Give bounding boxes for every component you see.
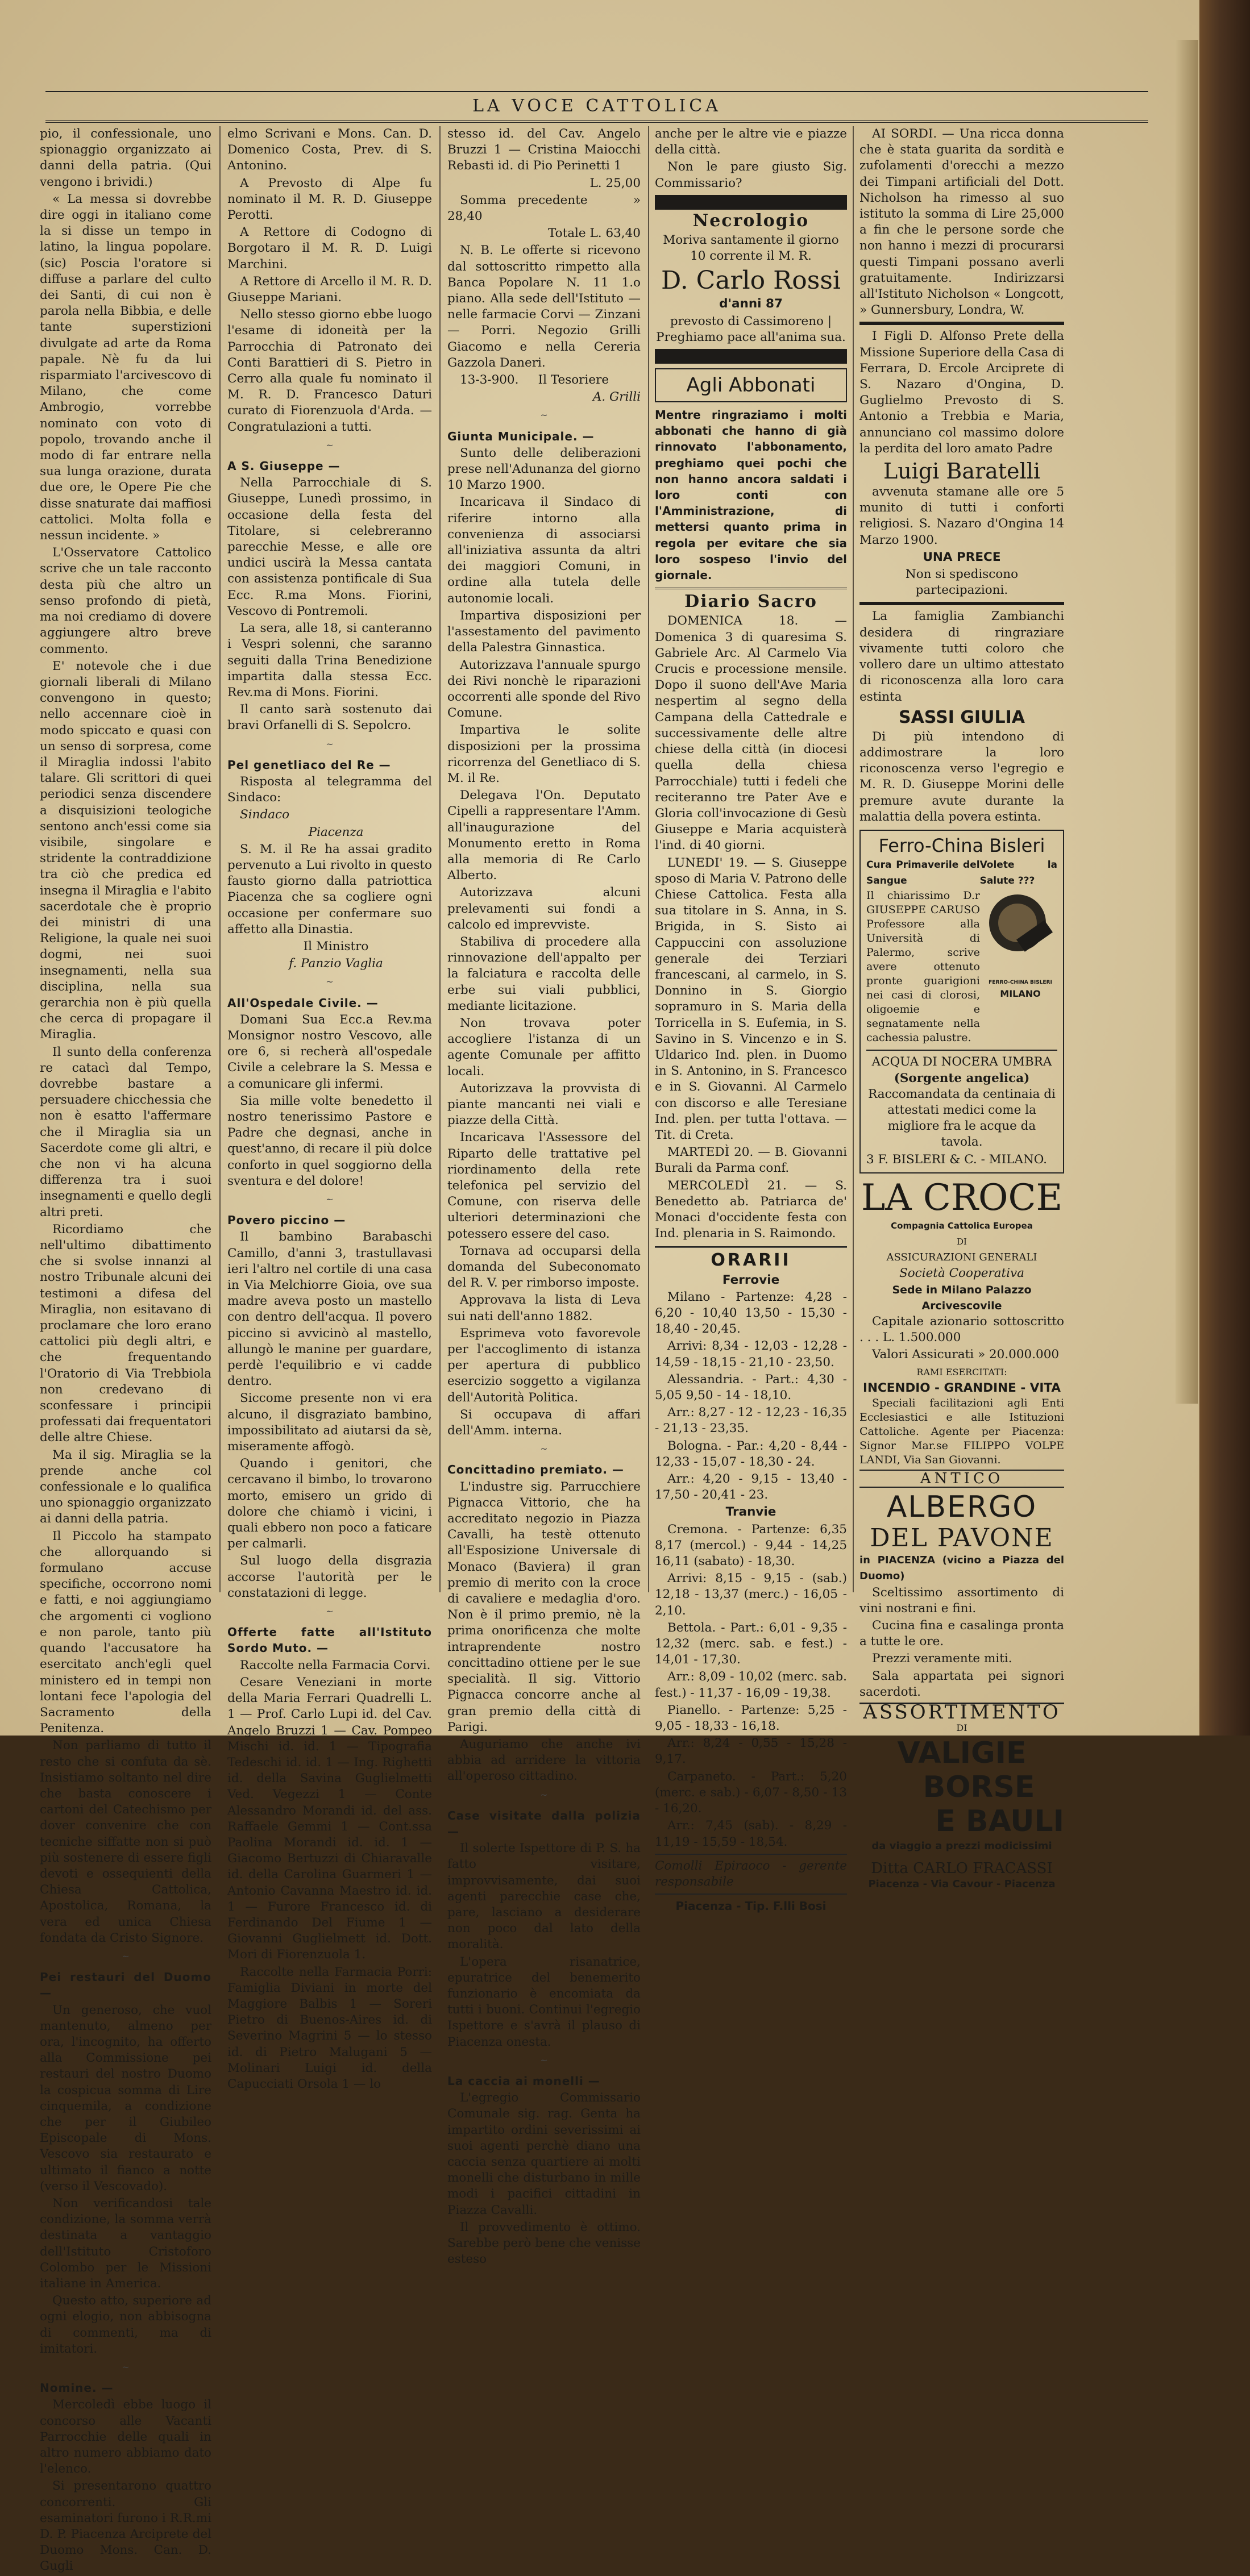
- ad-heading: Ferro-China Bisleri: [878, 834, 1045, 856]
- article-paragraph: Il provvedimento è ottimo. Sarebbe però bene che venisse esteso: [447, 2220, 641, 2267]
- article-heading: Povero piccino —: [227, 1213, 346, 1227]
- ad-text: Compagnia Cattolica Europea: [891, 1220, 1033, 1231]
- ad-text: Raccomandata da centinaia di attestati medici come la migliore fra le acque da tavola.: [868, 1087, 1056, 1150]
- ad-text: Capitale azionario sottoscritto . . . L. 1.500.000: [859, 1314, 1064, 1345]
- ad-subheading: (Sorgente angelica): [894, 1071, 1030, 1085]
- ad-text: Sala appartata pei signori sacerdoti.: [859, 1668, 1064, 1699]
- article-paragraph: Sia mille volte benedetto il nostro tenerissimo Pastore e Padre che degnasi, anche in quest'anno, di recare il più dolce conforto in quel soggiorno della sventura e del dolore!: [227, 1093, 432, 1188]
- ad-heading: ALBERGO: [886, 1490, 1037, 1525]
- divider: [655, 1893, 847, 1895]
- article-heading: Giunta Municipale. —: [447, 429, 595, 443]
- ad-subheading: ACQUA DI NOCERA UMBRA: [871, 1055, 1052, 1069]
- article-heading: A S. Giuseppe —: [227, 459, 340, 473]
- ad-text: Valori Assicurati » 20.000.000: [872, 1347, 1060, 1362]
- subsection-heading: Ferrovie: [722, 1272, 780, 1287]
- bottle-label: FERRO-CHINA BISLERI: [989, 979, 1052, 985]
- article-heading: Pel genetliaco del Re —: [227, 758, 391, 772]
- timetable-row: Arr.: 8,24 - 0,55 - 15,28 - 9,17.: [655, 1736, 847, 1767]
- article-paragraph: Sunto delle deliberazioni prese nell'Adunanza del giorno 10 Marzo 1900.: [447, 446, 641, 493]
- article-paragraph: Un generoso, che vuol mantenuto, almeno per ora, l'incognito, ha offerto alla Commissione pei restauri del nostro Duomo la cospicua somma di Lire cinquemila, a condizione che per il Giubileo Episcopale di Mons. Vescovo sia restaurato e ultimato il fianco a notte (verso il Vescovado).: [40, 2003, 211, 2194]
- timetable-row: Arr.: 8,09 - 10,02 (merc. sab. fest.) - 11,37 - 16,09 - 19,38.: [655, 1670, 847, 1700]
- date: 13-3-900.: [460, 373, 519, 388]
- article-paragraph: Domani Sua Ecc.a Rev.ma Monsignor nostro Vescovo, alle ore 6, si recherà all'ospedale Civile a celebrare la S. Messa e a comunicare gli infermi.: [227, 1012, 432, 1091]
- article-paragraph: S. M. il Re ha assai gradito pervenuto a Lui rivolto in questo fausto giorno dalla patriottica Piacenza che sa cogliere ogni occasione per confermare suo affetto alla Dinastia.: [227, 842, 432, 937]
- article-paragraph: Cesare Veneziani in morte della Maria Ferrari Quadrelli L. 1 — Prof. Carlo Lupi id. del Cav. Angelo Bruzzi 1 — Cav. Pompeo Mischi id. id. 1 — Tipografia Tedeschi id. id. 1 — Ing. Righetti id. della Savina Guglielmetti Ved. Vegezzi 1 — Conte Alessandro Morandi id. del ass. Raffaele Gemmi 1 — Cont.ssa Paolina Morandi id. id. 1 — Giacomo Bertuzzi di Chiaravalle id. della Carolina Guarmeri 1 — Antonio Cavanna Maestro id. id. 1 — Furore Francesco id. di Ferdinando Del Fiume 1 — Giovanni Guglielmett id. Dott. Mori di Fiorenzuola 1.: [227, 1675, 432, 1962]
- ad-heading: ANTICO: [859, 1470, 1064, 1488]
- section-heading: Diario Sacro: [684, 592, 817, 612]
- divider: [859, 322, 1064, 325]
- article-paragraph: Ma il sig. Miraglia se la prende anche col confessionale e lo qualifica uno spionaggio organizzato ai danni della patria.: [40, 1447, 211, 1526]
- ornament: ~: [326, 1194, 334, 1205]
- book-binding: [1199, 0, 1250, 1736]
- article-paragraph: « La messa si dovrebbe dire oggi in italiano come la si disse un tempo in latino, la lingua popolare.(sic) Poscia l'oratore si diffuse a parlare del culto dei Santi, di cui non è parola nella Bibbia, e delle tante superstizioni divulgate ad arte da Roma papale. Nè fu da lui risparmiato l'arcivescovo di Milano, che come Ambrogio, vorrebbe nominato con voto di popolo, trovando anche il modo di far entrare nella sua lunga orazione, durata due ore, le Opere Pie che disse snaturate dai maffiosi cattolici. Molta folla e nessun incidente. »: [40, 192, 211, 543]
- ferro-china-ad: [859, 830, 1064, 1173]
- column-rule: [648, 126, 649, 1592]
- ad-heading: BORSE: [923, 1770, 1035, 1805]
- article-paragraph: Questo atto, superiore ad ogni elogio, non abbisogna di commenti, ma di imitatori.: [40, 2294, 211, 2356]
- ad-heading: DEL PAVONE: [870, 1524, 1054, 1553]
- telegram-city: Piacenza: [308, 825, 364, 839]
- article-paragraph: Non parliamo di tutto il resto che si confuta da sè. Insistiamo soltanto nel dire che basta conoscere i cartoni del Catechismo per dover convenire che con tecniche siffatte non si può più sostenere di essere figli devoti e ossequienti della Chiesa Cattolica, Apostolica, Romana, la vera ed unica Chiesa fondata da Cristo Signore.: [40, 1738, 211, 1945]
- ad-tagline: Cura Primaverile del Sangue: [866, 859, 980, 887]
- ad-tagline-row: [866, 857, 1057, 889]
- column-1: [40, 126, 211, 2576]
- ad-illustration: [983, 889, 1057, 1001]
- article-heading: Concittadino premiato. —: [447, 1463, 624, 1477]
- article-paragraph: A Rettore di Codogno di Borgotaro il M. R. D. Luigi Marchini.: [227, 225, 432, 272]
- ad-tagline: Volete la Salute ???: [979, 859, 1057, 887]
- obituary-text: Moriva santamente il giorno 10 corrente il M. R.: [663, 233, 839, 264]
- timetable-row: Carpaneto. - Part.: 5,20 (merc. e sab.) - 6,07 - 8,50 - 13 - 16,20.: [655, 1769, 847, 1816]
- article-paragraph: Sul luogo della disgrazia accorse l'autorità per le constatazioni di legge.: [227, 1554, 432, 1600]
- mourning-bar: [655, 349, 847, 364]
- article-paragraph: Nello stesso giorno ebbe luogo l'esame di idoneità per la Parrocchia di Patronato dei Conti Barattieri di S. Pietro in Cerro alla quale fu nominato il M. R. D. Francesco Daturi curato di Fiorenzuola d'Arda. — Congratulazioni a tutti.: [227, 307, 432, 434]
- ornament: ~: [122, 2362, 130, 2373]
- article-paragraph: Il sunto della conferenza re catacì dal Tempo, dovrebbe bastare a persuadere chicchessia che non è esatto l'affermare che il Miraglia sia un Sacerdote come gli altri, e che non vi ha alcuna differenza tra i suoi insegnamenti e quello degli altri preti.: [40, 1044, 211, 1220]
- section-heading: ORARII: [711, 1250, 791, 1271]
- article-paragraph: Il Piccolo ha stampato che allorquando si formulano accuse specifiche, occorrono nomi e fatti, e noi aggiungiamo che argomenti ci vogliono e non parole, tanto più quando l'accusatore ha esercitato anch'egli quel ministero ed in tempi non lontani fece l'apologia del Sacramento della Penitenza.: [40, 1529, 211, 1736]
- divider: [655, 1246, 847, 1248]
- previous-sum-value: » 28,40: [447, 193, 641, 224]
- article-paragraph: Raccolte nella Farmacia Porri: Famiglia Diviani in morte del Maggiore Balbis 1 — Soreri Pietro di Buenos-Aires id. di Severino Magrini 5 — lo stesso id. di Pietro Malugani 5 — Molinari Luigi id. della Capucciati Orsola 1 — lo: [227, 1965, 432, 2091]
- article-paragraph: Tornava ad occuparsi della domanda del Subeconomato del R. V. per rimborso imposte.: [447, 1243, 641, 1291]
- article-paragraph: Mercoledì ebbe luogo il concorso alle Vacanti Parrocchie delle quali in altro numero abbiamo dato l'elenco.: [40, 2398, 211, 2477]
- article-paragraph: Non verificandosi tale condizione, la somma verrà destinata a vantaggio dell'Istituto Cristoforo Colombo per le Missioni italiane in America.: [40, 2196, 211, 2291]
- article-paragraph: N. B. Le offerte si ricevono dal sottoscritto rimpetto alla Banca Popolare N. 11 1.o piano. Alla sede dell'Istituto — nelle farmacie Corvi — Zinzani — Porri. Negozio Grilli Giacomo e nella Cereria Gazzola Daneri.: [447, 243, 641, 370]
- lion-bottle-icon: [983, 889, 1057, 974]
- timetable-row: Bettola. - Part.: 6,01 - 9,35 - 12,32 (merc. sab. e fest.) - 14,01 - 17,30.: [655, 1620, 847, 1667]
- column-5: [859, 126, 1064, 1892]
- calendar-entry: MARTEDÌ 20. — B. Giovanni Burali da Parma conf.: [655, 1145, 847, 1176]
- obituary-text: prevosto di Cassimoreno | Preghiamo pace all'anima sua.: [656, 314, 846, 344]
- signature-title: Il Ministro: [303, 939, 369, 954]
- ornament: ~: [326, 976, 334, 988]
- ad-text: INCENDIO - GRANDINE - VITA: [863, 1380, 1061, 1395]
- ad-text: in PIACENZA (vicino a Piazza del Duomo): [859, 1554, 1064, 1583]
- notice-text: Mentre ringraziamo i molti abbonati che hanno di già rinnovato l'abbonamento, preghiamo quei pochi che non hanno ancora saldati i loro conti con l'Amministrazione, di mettersi quanto prima in regola per evitare che sia loro sospeso l'invio del giornale.: [655, 408, 847, 582]
- article-heading: Nomine. —: [40, 2381, 114, 2395]
- article-paragraph: La sera, alle 18, si canteranno i Vespri solenni, che saranno seguiti dalla Trina Benedizione impartita dalla stessa Ecc. Rev.ma di Mons. Fiorini.: [227, 621, 432, 700]
- calendar-entry: DOMENICA 18. — Domenica 3 di quaresima S. Gabriele Arc. Al Carmelo Via Crucis e processione mensile. Dopo il suono dell'Ave Maria nespertim al segno della Campana della Cattedrale e successivamente delle altre chiese della città (in diocesi quella della chiesa Parrocchiale) tutti i fedeli che reciteranno tre Pater Ave e Gloria coll'invocazione di Gesù Giuseppe e Maria acquisterà l'ind. di 40 giorni.: [655, 614, 847, 853]
- ad-city: MILANO: [1000, 988, 1041, 999]
- ornament: ~: [540, 410, 548, 421]
- announcement-text: Non si spediscono partecipazioni.: [905, 567, 1019, 598]
- article-paragraph: elmo Scrivani e Mons. Can. D. Domenico Costa, Prev. di S. Antonino.: [227, 127, 432, 173]
- ad-text: Sceltissimo assortimento di vini nostrani e fini.: [859, 1585, 1064, 1616]
- ad-text: Piacenza - Via Cavour - Piacenza: [868, 1878, 1056, 1890]
- divider: [859, 602, 1064, 605]
- article-paragraph: anche per le altre vie e piazze della città.: [655, 127, 847, 157]
- article-heading: Pei restauri del Duomo —: [40, 1970, 211, 2000]
- ornament: ~: [326, 738, 334, 750]
- article-paragraph: Incaricava l'Assessore del Riparto delle trattative pel riordinamento della rete telefonica pel servizio del Comune, con riserva delle ulteriori determinazioni che potessero essere del caso.: [447, 1130, 641, 1241]
- obituary-age: d'anni 87: [719, 297, 783, 311]
- article-paragraph: Risposta al telegramma del Sindaco:: [227, 774, 432, 805]
- article-paragraph: Si presentarono quattro concorrenti. Gli esaminatori furono i R.R.mi D. P. Piacenza Arciprete del Duomo Mons. Can. D. Gugli: [40, 2479, 211, 2574]
- ad-heading: E BAULI: [935, 1804, 1064, 1839]
- divider: [655, 1854, 847, 1855]
- advertisement-text: AI SORDI. — Una ricca donna che è stata guarita da sordità e zufolamenti d'orecchi a mezzo dei Timpani artificiali del Dott. Nicholson ha rimesso al suo istituto la somma di Lire 25,000 a fin che le persone sorde che non hanno i mezzi di procurarsi questi Timpani possano averli gratuitamente. Indirizzarsi all'Istituto Nicholson « Longcott, » Gunnersbury, Londra, W.: [859, 127, 1064, 318]
- timetable-row: Bologna. - Par.: 4,20 - 8,44 - 12,33 - 15,07 - 18,30 - 24.: [655, 1438, 847, 1469]
- sum-value: L. 25,00: [589, 176, 641, 190]
- ornament: ~: [122, 1950, 130, 1962]
- article-paragraph: stesso id. del Cav. Angelo Bruzzi 1 — Cristina Maiocchi Rebasti id. di Pio Perinetti 1: [447, 127, 641, 173]
- article-paragraph: A Rettore di Arcello il M. R. D. Giuseppe Mariani.: [227, 274, 432, 305]
- running-header: LA VOCE CATTOLICA: [45, 91, 1148, 123]
- divider: [655, 588, 847, 589]
- article-paragraph: Stabiliva di procedere alla rinnovazione dell'appalto per la falciatura e raccolta delle erbe sui viali pubblici, mediante licitazione.: [447, 934, 641, 1013]
- ornament: ~: [326, 439, 334, 451]
- ad-heading: ASSORTIMENTO: [859, 1703, 1064, 1720]
- article-paragraph: Auguriamo che anche ivi abbia ad arridere la vittoria all'operoso cittadino.: [447, 1737, 641, 1784]
- signature: A. Grilli: [592, 390, 641, 405]
- article-paragraph: L'industre sig. Parrucchiere Pignacca Vittorio, che ha accreditato negozio in Piazza Cavalli, ha testè ottenuto all'Esposizione Universale di Monaco (Baviera) il gran premio di merito con la croce di cavaliere e medaglia d'oro. Non è il primo premio, nè la prima onorificenza che molte intraprendente nostro concittadino ottiene per le sue specialità. Il sig. Vittorio Pignacca concorre anche al gran premio della città di Parigi.: [447, 1479, 641, 1734]
- ad-text: RAMI ESERCITATI:: [916, 1366, 1007, 1378]
- timetable-row: Arrivi: 8,15 - 9,15 - (sab.) 12,18 - 13,37 (merc.) - 16,05 - 2,10.: [655, 1571, 847, 1618]
- article-paragraph: Il bambino Barabaschi Camillo, d'anni 3, trastullavasi ieri l'altro nel cortile di una casa in Via Melchiorre Gioia, ove sua madre aveva posto un mastello con dentro dell'acqua. Il povero piccino si avvicinò al mastello, allungò le manine per guardare, perdè l'equilibrio e vi cadde dentro.: [227, 1230, 432, 1389]
- article-paragraph: A Prevosto di Alpe fu nominato il M. R. D. Giuseppe Perotti.: [227, 176, 432, 223]
- calendar-entry: MERCOLEDÌ 21. — S. Benedetto ab. Patriarca de' Monaci d'occidente festa con Ind. plenaria in S. Raimondo.: [655, 1178, 847, 1241]
- article-paragraph: Delegava l'On. Deputato Cipelli a rappresentare l'Amm. all'inaugurazione del Monumento eretto in Roma alla memoria di Re Carlo Alberto.: [447, 788, 641, 883]
- ad-heading: VALIGIE: [897, 1736, 1027, 1771]
- article-paragraph: L'opera risanatrice, epuratrice del benemerito funzionario è encomiata da tutti i buoni. Continui l'egregio Ispettore e s'avrà il plauso di Piacenza onesta.: [447, 1954, 641, 2049]
- ad-text: Il chiarissimo D.r GIUSEPPE CARUSO Professore alla Università di Palermo, scrive avere ottenuto pronte guarigioni nei casi di clorosi, oligoemie e segnatamente nella cachessia palustre.: [866, 889, 980, 1044]
- article-heading: Case visitate dalla polizia —: [447, 1808, 641, 1838]
- article-paragraph: Impartiva le solite disposizioni per la prossima ricorrenza del Genetliaco di S. M. il Re.: [447, 723, 641, 785]
- page-edge: [1176, 40, 1198, 1404]
- ad-text: DI: [957, 1236, 967, 1247]
- article-paragraph: Si occupava di affari dell'Amm. interna.: [447, 1407, 641, 1438]
- ad-text: Società Cooperativa: [899, 1266, 1024, 1281]
- article-paragraph: Il solerte Ispettore di P. S. ha fatto visitare, improvvisamente, dai suoi agenti parecchie case che, pare, lasciano a desiderare non poco dal lato della moralità.: [447, 1841, 641, 1952]
- article-paragraph: Siccome presente non vi era alcuno, il disgraziato bambino, impossibilitato ad aiutarsi da sè, miseramente affogò.: [227, 1391, 432, 1454]
- ad-text: da viaggio a prezzi modicissimi: [871, 1840, 1052, 1853]
- ornament: ~: [540, 1789, 548, 1800]
- timetable-row: Arr.: 4,20 - 9,15 - 13,40 - 17,50 - 20,41 - 23.: [655, 1472, 847, 1503]
- article-paragraph: Non le pare giusto Sig. Commissario?: [655, 160, 847, 190]
- article-paragraph: Autorizzava la provvista di piante mancanti nei viali e piazze della Città.: [447, 1081, 641, 1128]
- signature: f. Panzio Vaglia: [289, 956, 383, 971]
- timetable-row: Alessandria. - Part.: 4,30 - 5,05 9,50 - 14 - 18,10.: [655, 1372, 847, 1403]
- article-heading: La caccia ai monelli —: [447, 2074, 600, 2088]
- timetable-row: Milano - Partenze: 4,28 - 6,20 - 10,40 13,50 - 15,30 - 18,40 - 20,45.: [655, 1289, 847, 1337]
- article-paragraph: Impartiva disposizioni per l'assestamento del pavimento della Palestra Ginnastica.: [447, 608, 641, 655]
- column-rule: [853, 126, 854, 1592]
- ad-text: Prezzi veramente miti.: [872, 1651, 1012, 1666]
- column-3: [447, 126, 641, 2269]
- article-paragraph: Quando i genitori, che cercavano il bimbo, lo trovarono morto, emisero un grido di dolore che chiamò i vicini, i quali ebbero non poco a faticare per calmarli.: [227, 1456, 432, 1551]
- notice-heading: Agli Abbonati: [686, 374, 816, 397]
- column-2: [227, 126, 432, 2094]
- ad-heading: LA CROCE: [861, 1176, 1063, 1219]
- article-paragraph: Il canto sarà sostenuto dai bravi Orfanelli di S. Sepolcro.: [227, 702, 432, 733]
- ad-text: ASSICURAZIONI GENERALI: [886, 1251, 1037, 1264]
- previous-sum: [447, 193, 641, 224]
- article-paragraph: Autorizzava alcuni prelevamenti sui fondi a calcolo ed imprevviste.: [447, 885, 641, 932]
- article-heading: All'Ospedale Civile. —: [227, 996, 379, 1010]
- article-heading: Offerte fatte all'Istituto Sordo Muto. —: [227, 1625, 432, 1655]
- column-rule: [439, 126, 441, 1592]
- ad-text: Ditta CARLO FRACASSI: [871, 1859, 1053, 1877]
- ad-text: Speciali facilitazioni agli Enti Ecclesiastici e alle Istituzioni Cattoliche. Agente per Piacenza: Signor Mar.se FILIPPO VOLPE LANDI, Via San Giovanni.: [859, 1396, 1064, 1466]
- ad-firm: 3 F. BISLERI & C. - MILANO.: [866, 1152, 1048, 1167]
- total-sum: Totale L. 63,40: [547, 226, 641, 241]
- section-heading: Necrologio: [692, 210, 809, 231]
- timetable-row: Arrivi: 8,34 - 12,03 - 12,28 - 14,59 - 18,15 - 21,10 - 23,50.: [655, 1339, 847, 1370]
- ornament: ~: [540, 1443, 548, 1455]
- telegram-address: Sindaco: [240, 808, 290, 822]
- timetable-row: Cremona. - Partenze: 6,35 8,17 (mercol.) - 9,44 - 14,25 16,11 (sabato) - 18,30.: [655, 1522, 847, 1569]
- article-paragraph: Esprimeva voto favorevole per l'accoglimento di istanza per apertura di pubblico esercizio soggetto a vigilanza dell'Autorità Politica.: [447, 1326, 641, 1405]
- deceased-name: Luigi Baratelli: [883, 459, 1041, 484]
- subsection-heading: Tranvie: [725, 1505, 776, 1520]
- mourning-bar: [655, 195, 847, 210]
- ad-text: Cucina fina e casalinga pronta a tutte le ore.: [859, 1618, 1064, 1649]
- article-paragraph: Nella Parrocchiale di S. Giuseppe, Lunedì prossimo, in occasione della festa del Titolare, si celebreranno parecchie Messe, e alle ore undici uscirà la Messa cantata con assistenza pontificale di Sua Ecc. R.ma Mons. Fiorini, Vescovo di Pontremoli.: [227, 476, 432, 618]
- column-rule: [219, 126, 221, 1592]
- article-paragraph: L'egregio Commissario Comunale sig. rag. Genta ha impartito ordini severissimi ai suoi agenti perchè diano una caccia senza quartiere ai molti monelli che disturbano in mille modi i pacifici cittadini in Piazza Cavalli.: [447, 2091, 641, 2217]
- announcement-text: I Figli D. Alfonso Prete della Missione Superiore della Casa di Ferrara, D. Ercole Arciprete di S. Nazaro d'Ongina, D. Guglielmo Prevosto di S. Antonio a Trebbia e Maria, annunciano col massimo dolore la perdita del loro amato Padre: [859, 329, 1064, 456]
- article-paragraph: Non trovava poter accogliere l'istanza di un agente Comunale per affitto locali.: [447, 1016, 641, 1079]
- article-paragraph: Raccolte nella Farmacia Corvi.: [240, 1658, 431, 1672]
- article-paragraph: pio, il confessionale, uno spionaggio organizzato ai danni della patria. (Qui vengono i brividi.): [40, 127, 211, 189]
- article-paragraph: Incaricava il Sindaco di riferire intorno alla convenienza di associarsi all'iniziativa assunta da altri dei maggiori Comuni, in ordine alla tutela delle autonomie locali.: [447, 495, 641, 606]
- timetable-row: Arr.: 7,45 (sab). - 8,29 - 11,19 - 15,59 - 18,54.: [655, 1818, 847, 1849]
- ornament: ~: [540, 2054, 548, 2066]
- timetable-row: Arr.: 8,27 - 12 - 12,23 - 16,35 - 21,13 - 23,35.: [655, 1405, 847, 1436]
- divider: [866, 1050, 1057, 1051]
- article-paragraph: Approvava la lista di Leva sui nati dell'anno 1882.: [447, 1293, 641, 1324]
- calendar-entry: LUNEDI' 19. — S. Giuseppe sposo di Maria V. Patrono delle Chiese Cattolica. Festa alla sua titolare in S. Anna, in S. Brigida, in S. Sisto ai Cappuccini con assoluzione generale dei Terziari francescani, al carmelo, in S. Donnino in S. Giorgio sopramuro in S. Maria della Torricella in S. Eufemia, in S. Savino in S. Vincenzo e in S. Uldarico Ind. plen. in Duomo in S. Antonino, in S. Francesco e in S. Giovanni. Al Carmelo con discorso e alle Teresiane Ind. plen. per tutta l'ottava. — Tit. di Creta.: [655, 855, 847, 1142]
- previous-sum-label: Somma precedente: [460, 193, 588, 207]
- signature-title: Il Tesoriere: [538, 373, 609, 388]
- ad-text: Sede in Milano Palazzo Arcivescovile: [892, 1283, 1032, 1312]
- timetable-row: Pianello. - Partenze: 5,25 - 9,05 - 18,33 - 16,18.: [655, 1703, 847, 1734]
- article-paragraph: Ricordiamo che nell'ultimo dibattimento che si svolse innanzi al nostro Tribunale alcuni dei testimoni a difesa del Miraglia, non esitavano di proclamare che loro erano cattolici più degli altri, e che frequentando l'Oratorio di Via Trebbiola non credevano di sconfessare i principii professati dai frequentatori delle altre Chiese.: [40, 1222, 211, 1445]
- article-paragraph: L'Osservatore Cattolico scrive che un tale racconto desta più che altro un senso profondo di pietà, ma noi crediamo di dovere aggiungere altro breve commento.: [40, 546, 211, 656]
- gerente-line: Comolli Epiraoco - gerente responsabile: [655, 1858, 847, 1889]
- obituary-name: D. Carlo Rossi: [661, 266, 841, 296]
- subscribers-notice: [655, 368, 847, 402]
- ornament: ~: [326, 1606, 334, 1617]
- article-paragraph: Autorizzava l'annuale spurgo dei Rivi nonchè le riparazioni occorrenti alle sponde del Rivo Comune.: [447, 657, 641, 721]
- prayer-heading: UNA PRECE: [923, 550, 1001, 564]
- column-4: [655, 126, 847, 1914]
- announcement-text: La famiglia Zambianchi desidera di ringraziare vivamente tutti coloro che vollero dare un ultimo attestato di riconoscenza alla loro cara estinta: [859, 609, 1064, 704]
- deceased-name: SASSI GIULIA: [899, 707, 1025, 727]
- date-line: [447, 372, 641, 388]
- ad-body: [866, 889, 1057, 1046]
- article-paragraph: E' notevole che i due giornali liberali di Milano convengono in questo; nello accennare cioè in modo spiccato e quasi con un senso di sorpresa, come il Miraglia indossi l'abito talare. Gli scrittori di quei periodici senza discendere a disquisizioni teologiche sentono anch'essi come sia visibile, singolare e stridente la contraddizione tra ciò che predica ed insegna il Miraglia e l'abito sacerdotale che è proprio dei ministri di una Religione, la quale nei suoi dogmi, nei suoi insegnamenti, nella sua disciplina, nella sua gerarchia non è più quella che cerca di propagare il Miraglia.: [40, 659, 211, 1042]
- announcement-text: avvenuta stamane alle ore 5 munito di tutti i conforti religiosi. S. Nazaro d'Ongina 14 Marzo 1900.: [859, 485, 1064, 547]
- printer-imprint: Piacenza - Tip. F.lli Bosi: [675, 1899, 827, 1913]
- ad-text: DI: [956, 1722, 967, 1734]
- announcement-text: Di più intendono di addimostrare la loro riconoscenza verso l'egregio e M. R. D. Giuseppe Morini delle premure avute durante la malattia della povera estinta.: [859, 729, 1064, 824]
